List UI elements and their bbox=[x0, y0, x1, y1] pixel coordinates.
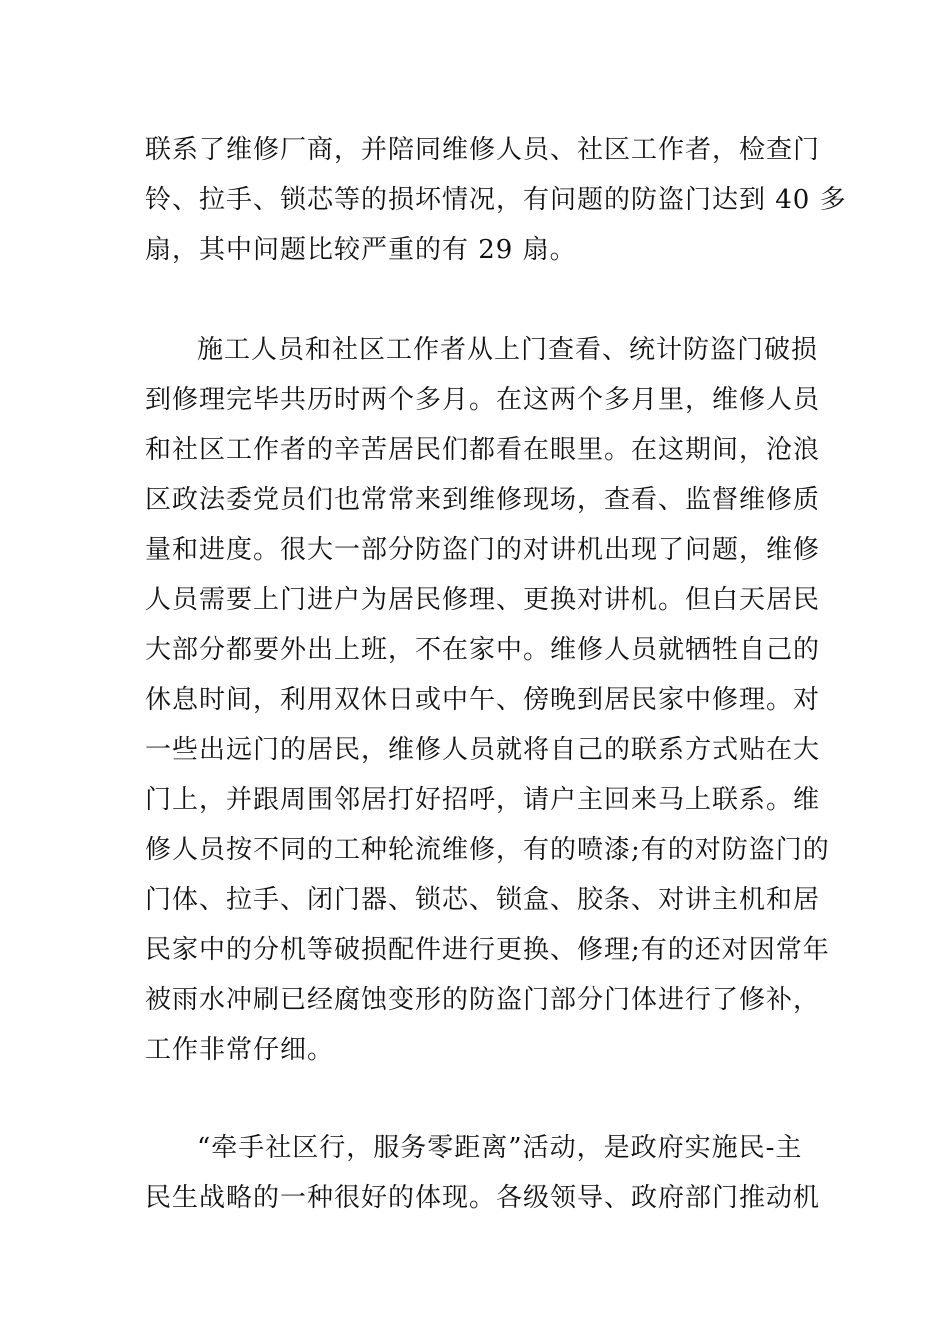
paragraph-2-line-4: 区政法委党员们也常常来到维修现场，查看、监督维修质 bbox=[145, 485, 821, 515]
paragraph-2-line-6: 人员需要上门进户为居民修理、更换对讲机。但白天居民 bbox=[145, 585, 821, 615]
paragraph-2-line-7: 大部分都要外出上班，不在家中。维修人员就牺牲自己的 bbox=[145, 635, 821, 665]
paragraph-1-line-3: 扇，其中问题比较严重的有 29 扇。 bbox=[145, 235, 577, 265]
paragraph-2-line-9: 一些出远门的居民，维修人员就将自己的联系方式贴在大 bbox=[145, 735, 821, 765]
paragraph-1-line-1: 联系了维修厂商，并陪同维修人员、社区工作者，检查门 bbox=[145, 135, 821, 165]
paragraph-2-line-5: 量和进度。很大一部分防盗门的对讲机出现了问题，维修 bbox=[145, 535, 821, 565]
paragraph-1-line-2: 铃、拉手、锁芯等的损坏情况，有问题的防盗门达到 40 多 bbox=[145, 185, 847, 215]
paragraph-2-line-8: 休息时间，利用双休日或中午、傍晚到居民家中修理。对 bbox=[145, 685, 821, 715]
paragraph-2-line-13: 民家中的分机等破损配件进行更换、修理;有的还对因常年 bbox=[145, 935, 830, 965]
paragraph-2-line-14: 被雨水冲刷已经腐蚀变形的防盗门部分门体进行了修补， bbox=[145, 985, 821, 1015]
paragraph-2-line-3: 和社区工作者的辛苦居民们都看在眼里。在这期间，沧浪 bbox=[145, 435, 821, 465]
paragraph-2-line-12: 门体、拉手、闭门器、锁芯、锁盒、胶条、对讲主机和居 bbox=[145, 885, 821, 915]
paragraph-2-line-15: 工作非常仔细。 bbox=[145, 1035, 335, 1065]
paragraph-2-line-11: 修人员按不同的工种轮流维修，有的喷漆;有的对防盗门的 bbox=[145, 835, 830, 865]
paragraph-3-line-1: “牵手社区行，服务零距离”活动，是政府实施民-主 bbox=[197, 1133, 803, 1163]
paragraph-2-line-10: 门上，并跟周围邻居打好招呼，请户主回来马上联系。维 bbox=[145, 785, 821, 815]
paragraph-2-line-1: 施工人员和社区工作者从上门查看、统计防盗门破损 bbox=[197, 335, 819, 365]
paragraph-3-line-2: 民生战略的一种很好的体现。各级领导、政府部门推动机 bbox=[145, 1183, 821, 1213]
paragraph-2-line-2: 到修理完毕共历时两个多月。在这两个多月里，维修人员 bbox=[145, 385, 821, 415]
